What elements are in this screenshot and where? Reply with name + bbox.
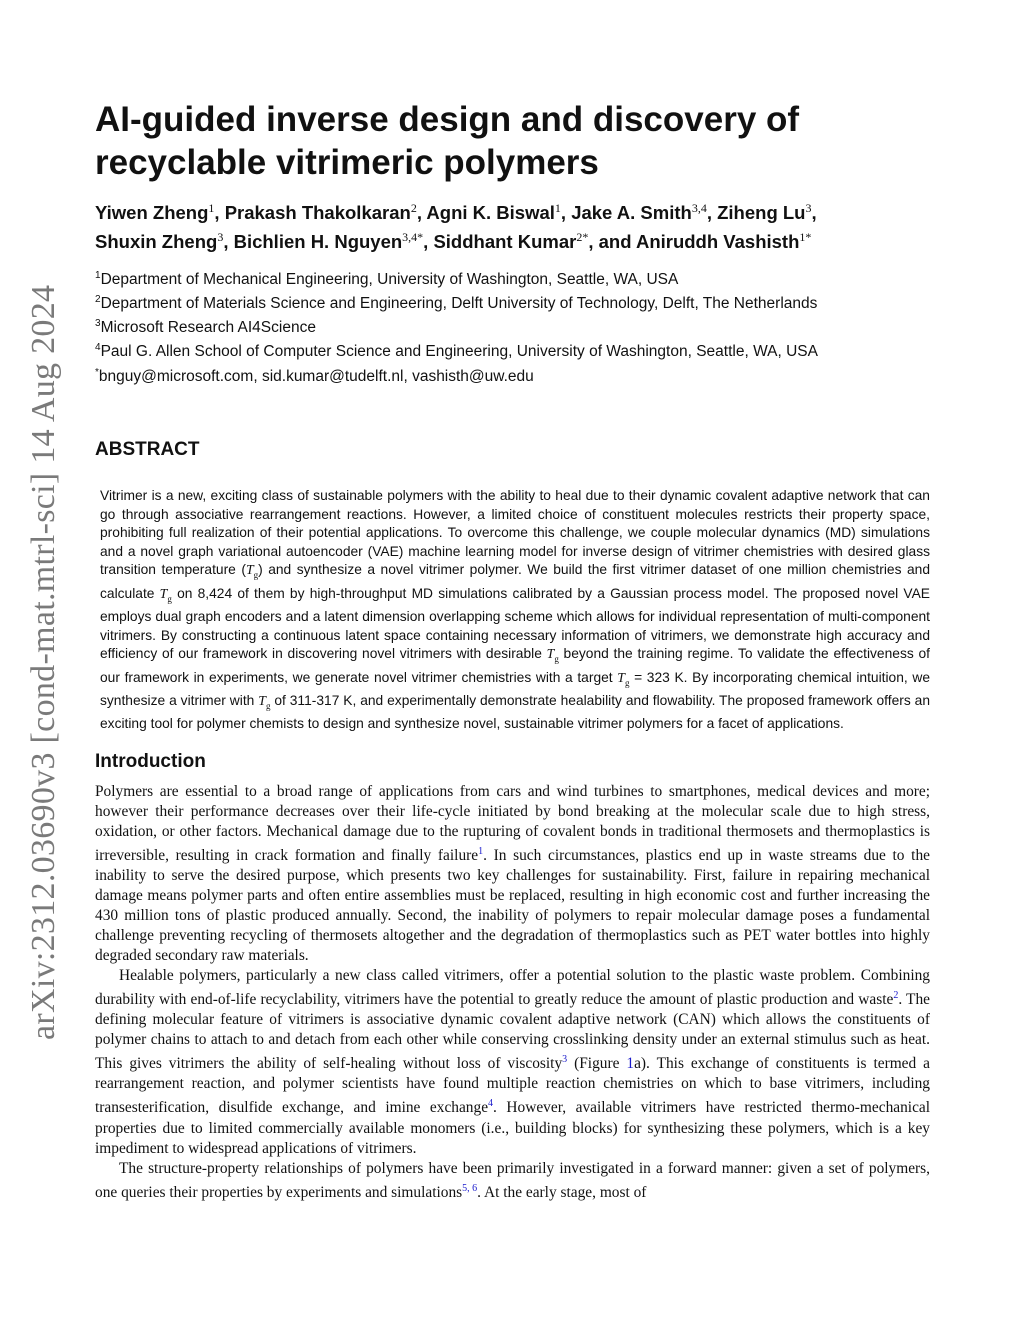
abstract-text [100,487,930,734]
figure-link[interactable]: 1 [626,1055,635,1073]
author-separator: , and [588,231,636,253]
author-affiliation-mark: 3,4 [691,201,707,215]
arxiv-identifier-stamp: arXiv:2312.03690v3 [cond-mat.mtrl-sci] 14 Aug 2024 [25,284,62,1040]
tg-symbol: $T_g$ [546,646,559,664]
affiliation-line [95,338,945,362]
tg-symbol: $T_g$ [245,562,259,581]
affiliation-mark: 3 [95,318,101,330]
author-name: Agni K. Biswal [426,202,555,224]
abstract-segment: on 8,424 of them by high-throughput MD simulations calibrated by a Gaussian process model. The proposed novel VAE employs dual graph encoders and a latent dimension overlapping scheme which allows for individual representation of multi-component vitrimers. By constructing a continuous latent space containing necessary information of vitrimers, we demonstrate high accuracy and efficiency of our framework in discovering novel vitrimers with desirable [100,585,930,662]
affiliation-text: Paul G. Allen School of Computer Science and Engineering, University of Washington, Seattle, WA, USA [100,343,818,361]
author-name: Siddhant Kumar [433,231,577,253]
affiliation-mark: 4 [95,342,101,354]
citation-link[interactable]: 1 [478,846,484,857]
author-name: Aniruddh Vashisth [635,231,800,253]
author-name: Bichlien H. Nguyen [233,231,403,253]
author-separator: , [706,202,718,224]
author-affiliation-mark: 3,4* [402,230,424,245]
author-separator: , [560,202,572,224]
author-name: Prakash Thakolkaran [224,202,411,224]
affiliation-line [95,290,945,314]
abstract-segment: = 323 K. By incorporating chemical intuition, we synthesize a vitrimer with [100,669,930,708]
author-separator: , [423,231,434,253]
affiliation-text: Department of Mechanical Engineering, University of Washington, Seattle, WA, USA [100,271,679,289]
introduction-heading: Introduction [95,751,206,772]
intro-paragraph-2: Healable polymers, particularly a new class called vitrimers, offer a potential solution to the plastic waste problem. Combining durability with end-of-life recyclability, vitrimers have the potential to greatly reduce the amount of plastic production and waste$^2$. The defining molecular feature of vitrimers is associative dynamic covalent adaptive network (CAN) which allows the constituents of polymer chains to attach to and detach from each other while conserving crosslinking density under an external stimulus such as heat. This gives vitrimers the ability of self-healing without loss of viscosity$^3$ (Figure 1a). This exchange of constituents is termed a rearrangement reaction, and polymer scientists have found multiple reaction chemistries on which to base vitrimers, including transesterification, disulfide exchange, and imine exchange$^4$. However, available vitrimers have restricted thermo-mechanical properties due to limited commercially available monomers (i.e., building blocks) for synthesizing these polymers, which is a key impediment to widespread applications of vitrimers. [95,967,931,1157]
author-separator: , [811,202,822,224]
author-affiliation-mark: 1 [554,201,561,215]
affiliation-mark: * [95,366,99,378]
abstract-segment: ) and synthesize a novel vitrimer polymer. We build the first vitrimer dataset of one million chemistries and calculate [100,562,930,601]
affiliation-line [95,363,945,387]
author-name: Ziheng Lu [717,202,806,224]
author-affiliation-mark: 1 [208,201,215,215]
affiliation-mark: 2 [95,294,101,306]
affiliation-line [95,314,945,338]
affiliation-list [95,266,945,387]
author-affiliation-mark: 3 [217,230,224,245]
tg-symbol: $T_g$ [258,692,271,711]
author-name: Jake A. Smith [571,202,692,224]
author-list [95,196,945,254]
abstract-segment: of 311-317 K, and experimentally demonstrate healability and flowability. The proposed framework offers an exciting tool for polymer chemists to design and synthesize novel, sustainable vitrimer polymers for a facet of applications. [100,692,930,732]
tg-symbol: $T_g$ [159,585,172,604]
intro-paragraph-1: Polymers are essential to a broad range of applications from cars and wind turbines to smartphones, medical devices and more; however their performance decreases over their life-cycle initiated by bond breaking at the molecular scale due to high stress, oxidation, or other factors. Mechanical damage due to the rupturing of covalent bonds in traditional thermosets and thermoplastics is irreversible, resulting in crack formation and finally failure$^1$. In such circumstances, plastics end up in waste streams due to the inability to serve the desired purpose, which presents two key challenges for sustainability. First, failure in repairing mechanical damage means polymer parts and often entire assemblies must be replaced, resulting in high economic cost and further increasing the 430 million tons of plastic produced annually. Second, the inability of polymers to repair molecular damage poses a fundamental challenge preventing recycling of thermosets altogether and the degradation of thermoplastics such as PET water bottles into highly degraded secondary raw materials. [95,783,930,965]
author-affiliation-mark: 1* [799,230,812,245]
author-separator: , [416,202,427,224]
tg-symbol: $T_g$ [617,669,630,688]
affiliation-mark: 1 [95,270,101,281]
author-separator: , [223,231,234,253]
author-name: Yiwen Zheng [95,202,209,224]
author-separator: , [214,202,225,224]
author-affiliation-mark: 3 [805,201,812,215]
citation-link[interactable]: 4 [488,1098,494,1110]
abstract-segment: beyond the training regime. To validate the effectiveness of our framework in experiments, we generate novel vitrimer chemistries with a target [100,646,930,685]
intro-paragraph-3: The structure-property relationships of polymers have been primarily investigated in a forward manner: given a set of polymers, one queries their properties by experiments and simulations$^{5, 6}$. At the early stage, most of [95,1159,930,1201]
citation-link[interactable]: 2 [893,990,899,1002]
affiliation-text: Department of Materials Science and Engineering, Delft University of Technology, Delft, The Netherlands [100,295,818,313]
affiliation-text: Microsoft Research AI4Science [100,319,316,337]
author-affiliation-mark: 2* [576,230,589,245]
introduction-body [95,782,930,1203]
abstract-heading: ABSTRACT [95,439,200,460]
author-name: Shuxin Zheng [95,231,218,253]
affiliation-line [95,266,945,290]
affiliation-text: bnguy@microsoft.com, sid.kumar@tudelft.nl, vashisth@uw.edu [98,367,534,385]
citation-link[interactable]: 3 [562,1054,568,1066]
author-affiliation-mark: 2 [410,201,417,215]
paper-title: AI-guided inverse design and discovery of recyclable vitrimeric polymers [95,100,800,182]
citation-link[interactable]: 5, 6 [462,1182,478,1194]
abstract-segment: Vitrimer is a new, exciting class of sustainable polymers with the ability to heal due to their dynamic covalent adaptive network that can go through associative rearrangement reactions. However, a limited choice of constituent molecules restricts their property space, prohibiting full realization of their potential applications. To overcome this challenge, we couple molecular dynamics (MD) simulations and a novel graph variational autoencoder (VAE) machine learning model for inverse design of vitrimer chemistries with desired glass transition temperature ( [100,488,930,578]
